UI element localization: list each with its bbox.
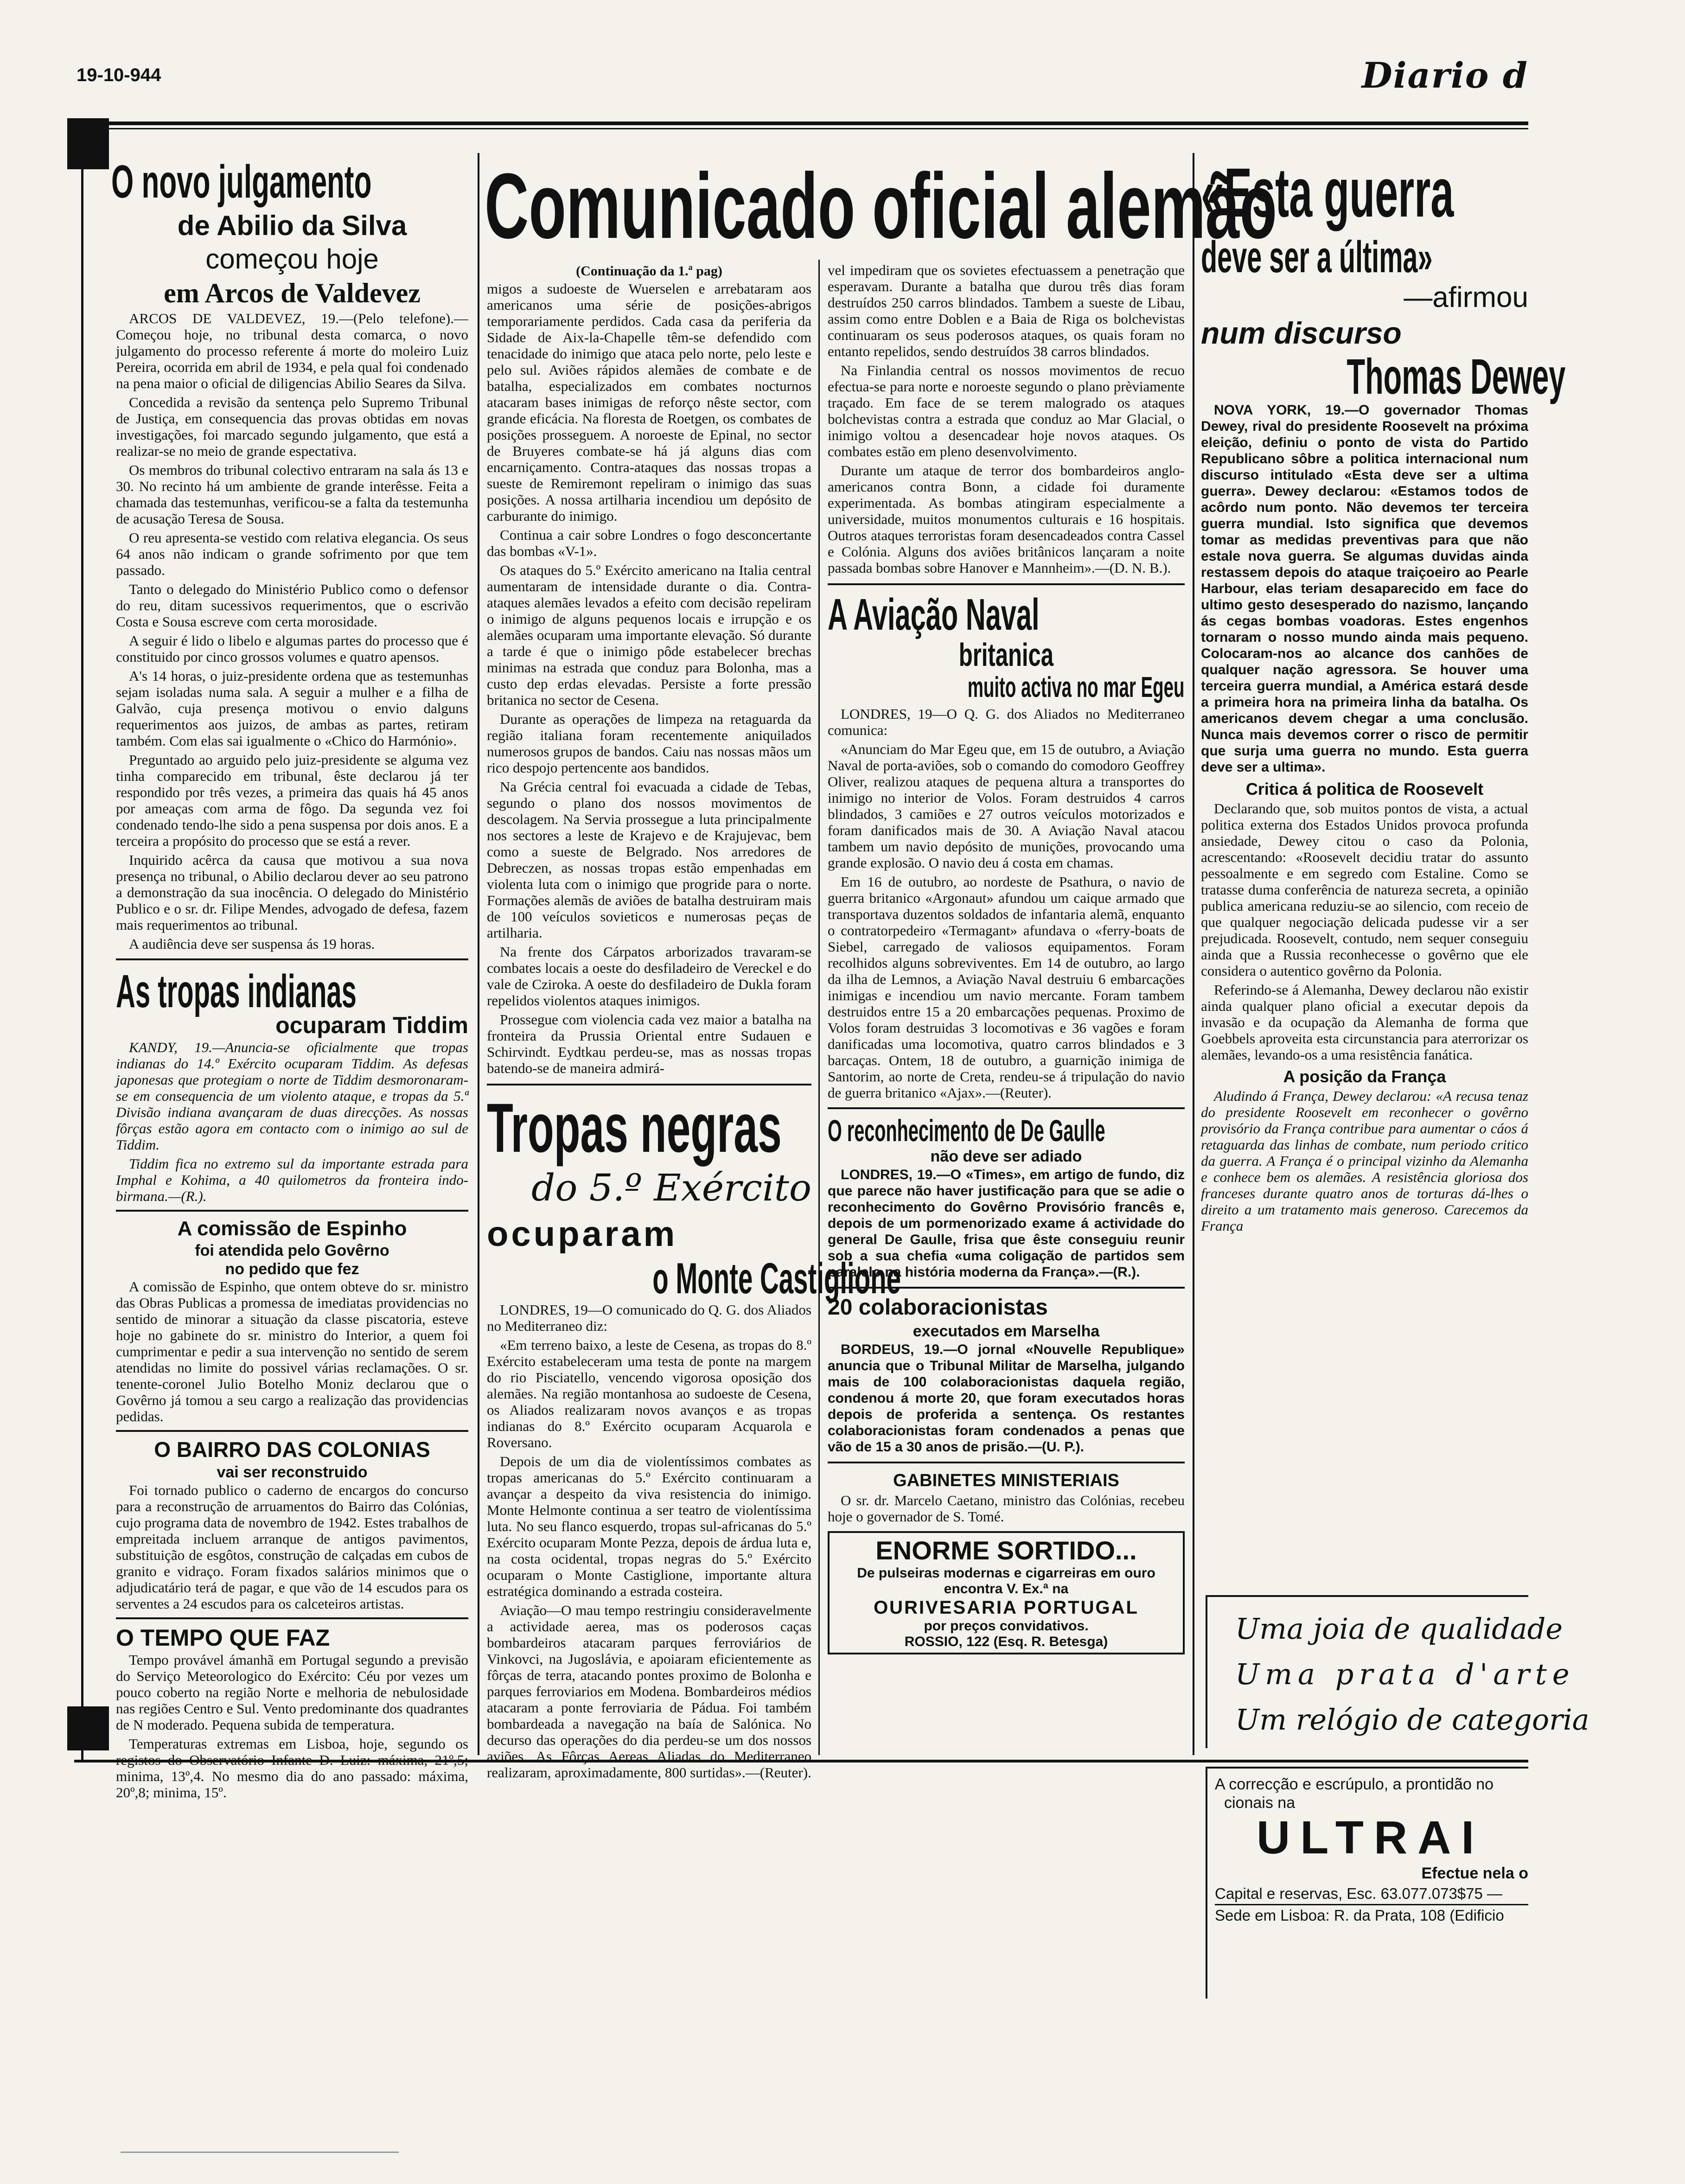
paragraph: Na Grécia central foi evacuada a cidade de Tebas, segundo o plano dos nossos movimentos de descolagem. Na Servia prossegue a luta principalmente nos sectores a leste de Krajevo e de Krajujevac, bem como a sueste de Belgrado. Nos arredores de Debreczen, as nossas tropas estão empenhadas em violenta luta com o inimigo que progride para o norte. Formações alemãs de aviões de batalha destruiram mais de 100 veículos sovieticos e numerosas peças de artilharia. [487,779,811,941]
headline-tropas-indianas: As tropas indianas [116,965,357,1017]
subhead-de-gaulle: não deve ser adiado [930,1148,1082,1165]
paragraph: ARCOS DE VALDEVEZ, 19.—(Pelo telefone).—Começou hoje, no tribunal desta comarca, o novo julgamento do processo referente á morte do moleiro Luiz Pereira, ocorrida em abril de 1934, e pela qual foi condenado na pena maior o oficial de diligencias Abilio Seares da Silva. [116,310,468,391]
headline-esta-guerra: «Esta guerra [1201,153,1454,231]
subhead-comecou: começou hoje [205,243,379,275]
ad-ourivesaria-title: ENORME SORTIDO... [875,1536,1137,1565]
paragraph: Em 16 de outubro, ao nordeste de Psathura, o navio de guerra britanico «Argonaut» afundou um caique armado que transportava duzentos soldados de infantaria alemã, enquanto o contratorpedeiro «Termagant» afundava o «ferry-boats de Siebel, carregado de valiosos equipamentos. Foram recolhidos alguns sobreviventes. Em 14 de outubro, ao largo da ilha de Lemnos, a Aviação Naval destruiu 6 embarcações inimigas e incendiou um navio mercante. Foram tambem destruidos entre 15 a 20 embarcações pequenas. Proximo de Volos foram destruidas 3 locomotivas e 36 vagões e foram danificadas uma locomotiva, quatro carros blindados e 3 barcaças. Ontem, 18 de outubro, a guarnição inimiga de Santorim, ao norte de Creta, rendeu-se á tripulação do navio de guerra britanico «Ajax».—(Reuter). [828,874,1185,1101]
headline-num-discurso: num discurso [1201,316,1402,350]
divider [828,583,1185,585]
article-tropas-indianas [116,965,468,1204]
subhead-critica: Critica á politica de Roosevelt [1245,779,1484,798]
paragraph: Foi tornado publico o caderno de encargos do concurso para a reconstrução de arruamentos do Bairro das Colónias, cujo programa data de novembro de 1942. Estes trabalhos de empreitada incluem arranque de antigos pavimentos, substituição de esgôtos, construção de calçadas em cubos de granito e vidraço. Foram fixados salários minimos que o adjudicatário terá de pagar, e que vão de 14 escudos para os serventes a 24 escudos para os calceteiros artistas. [116,1482,468,1612]
paragraph: A seguir é lido o libelo e algumas partes do processo que é constituido por cinco grossos volumes e quatro apensos. [116,632,468,665]
subhead-tiddim: ocuparam Tiddim [275,1012,468,1038]
headline-tropas-negras: Tropas negras [487,1089,782,1167]
subhead-castiglione: o Monte Castiglione [652,1254,901,1303]
paragraph: Na frente dos Cárpatos arborizados travaram-se combates locais a oeste do desfiladeiro de Vereckel e do vale de Cziroka. A oeste do desfiladeiro de Dukla foram repelidos violentos ataques inimigos. [487,944,811,1009]
scan-edge [121,2152,399,2153]
ad-ultra-line4: Capital e reservas, Esc. 63.077.073$75 — [1215,1885,1503,1902]
paragraph: Preguntado ao arguido pelo juiz-presidente se alguma vez tinha comparecido em tribunal, êste declarou já ter respondido por três vezes, a primeira das quais há 45 anos por ameaças com arma de fôgo. Da segunda vez foi condenado tendo-lhe sido a pena suspensa por dois anos. E a terceira a propósito do processo que se está a rever. [116,752,468,849]
ad-joia [1206,1595,1589,1748]
divider [116,958,468,960]
headline-comunicado-wrap [485,154,1277,258]
subhead-bairro: vai ser reconstruido [217,1463,368,1481]
ad-ultra-line2: cionais na [1224,1794,1296,1812]
divider [828,1107,1185,1109]
paragraph: LONDRES, 19—O comunicado do Q. G. dos Aliados no Mediterraneo diz: [487,1302,811,1334]
divider [116,1210,468,1212]
paragraph: LONDRES, 19.—O «Times», em artigo de fundo, diz que parece não haver justificação para que se adie o reconhecimento do Govêrno Provisório francês e, depois de um pormenorizado exame á actividade do general De Gaulle, frisa que êste conseguiu reunir sob a sua chefia «uma coligação de partidos sem paralelo na história moderna da França».—(R.). [828,1167,1185,1280]
paragraph: NOVA YORK, 19.—O governador Thomas Dewey, rival do presidente Roosevelt na próxima eleição, definiu o ponto de vista do Partido Republicano sôbre a politica internacional num discurso intitulado «Esta deve ser a ultima guerra». Dewey declarou: «Estamos todos de acôrdo num ponto. Não devemos ter terceira guerra mundial. Isto significa que devemos tomar as medidas preventivas para que não estale nova guerra. Se algumas duvidas ainda restassem depois do ataque traiçoeiro ao Pearle Harbour, elas teriam desaparecido em face do ultimo gesto desesperado do nazismo, lançando ás cegas bombas voadoras. Estes engenhos tornaram o nosso mundo ainda mais pequeno. Colocaram-nos ao alcance dos canhões de qualquer nação agressora. Se houver uma terceira guerra mundial, a América estará desde a primeira hora na primeira linha da batalha. Os americanos devem chegar a uma conclusão. Nunca mais devemos correr o risco de permitir que surja uma guerra no mundo. Esta guerra deve ser a ultima». [1201,402,1528,775]
paragraph: «Anunciam do Mar Egeu que, em 15 de outubro, a Aviação Naval de porta-aviões, sob o comando do comodoro Geoffrey Oliver, realizou ataques de pequena altura a transportes do inimigo no interior de Volos. Foram destruidos 4 carros blindados, 3 camiões e 27 outros veículos motorizados e foram danificados mais de 30. A Aviação Naval atacou tambem um navio depósito de munições, provocando uma grande explosão. O navio deu á costa em chamas. [828,741,1185,871]
ad-ultra-line3: Efectue nela o [1421,1865,1528,1882]
paragraph: «Em terreno baixo, a leste de Cesena, as tropas do 8.º Exército estabeleceram uma testa de ponte na margem do rio Pisciatello, vencendo vigorosa oposição dos alemães. Na região montanhosa ao sudoeste de Cesena, os Aliados realizaram novos avanços e as tropas indianas do 8.º Exército ocuparam Acquarola e Roversano. [487,1337,811,1450]
paragraph: Na Finlandia central os nossos movimentos de recuo efectua-se para norte e noroeste segundo o plano prèviamente traçado. Em face de se terem malogrado os ataques bolchevistas contra a estrada que conduz ao Mar Glacial, o inimigo voltou a desencadear hoje novos ataques. Os combates estão em pleno desenvolvimento. [828,362,1185,460]
headline-de-gaulle: O reconhecimento de De Gaulle [828,1113,1105,1148]
divider [828,1462,1185,1463]
top-rule [74,121,1528,125]
headline-comunicado: Comunicado oficial alemão [485,154,1277,258]
ad-joia-line3: Um relógio de categoria [1235,1703,1589,1737]
subhead-marselha: executados em Marselha [913,1322,1100,1340]
divider [116,1430,468,1432]
headline-espinho: A comissão de Espinho [177,1217,407,1240]
column-1 [111,155,468,1801]
paragraph: Continua a cair sobre Londres o fogo desconcertante das bombas «V-1». [487,527,811,559]
article-espinho [116,1216,468,1278]
headline-afirmou: —afirmou [1404,281,1528,313]
left-border [81,167,83,1762]
paragraph: A's 14 horas, o juiz-presidente ordena que as testemunhas sejam isoladas numa sala. A seguir a mulher e a filha de Galvão, cuja presença motivou o envio dalguns requerimentos aos juizos, de ambas as partes, retiram também. Com elas sai igualmente o «Chico do Harmónio». [116,668,468,749]
paragraph: A comissão de Espinho, que ontem obteve do sr. ministro das Obras Publicas a promessa de imediatas providencias no sentido de minorar a situação da classe piscatoria, esteve hoje no gabinete do sr. ministro do Interior, a quem foi cumprimentar e pedir a sua intervenção no sentido de serem atendidas no limite do possivel várias reclamações. O sr. tenente-coronel Julio Botelho Moniz declarou que o Govêrno já tomou a seu cargo a realização das providencias pedidas. [116,1278,468,1424]
headline-aviacao-naval: A Aviação Naval [828,590,1040,639]
subhead-exercito: do 5.º Exército [531,1166,811,1209]
headline-thomas-dewey: Thomas Dewey [1347,348,1566,404]
subhead-britanica: britanica [958,637,1054,673]
ad-ultramarino [1206,1767,1528,1999]
article-bairro [116,1437,468,1482]
paragraph: Temperaturas extremas em Lisboa, hoje, segundo os registos do Observatório Infante D. Luiz: máxima, 21º,5; minima, 13º,4. No mesmo dia do ano passado: máxima, 20º,8; minima, 15º. [116,1736,468,1801]
ad-ourivesaria-line3: por preços convidativos. [924,1618,1089,1634]
headline-gabinetes: GABINETES MINISTERIAIS [893,1471,1119,1490]
paragraph: Prossegue com violencia cada vez maior a batalha na fronteira da Prussia Oriental entre Sudauen e Schirvindt. Eydtkau perdeu-se, mas as nossas tropas batendo-se de maneira admirá- [487,1011,811,1076]
article-tropas-negras [487,1089,901,1781]
ad-ourivesaria-name: OURIVESARIA PORTUGAL [874,1597,1139,1618]
newspaper-masthead: Diario d [1361,55,1528,96]
col-divider-2 [818,260,820,1755]
paragraph: A audiência deve ser suspensa ás 19 horas. [129,936,375,952]
paragraph: KANDY, 19.—Anuncia-se oficialmente que tropas indianas do 14.º Exército ocuparam Tiddim. As defesas japonesas que protegiam o norte de Tiddim desmoronaram-se em consequencia de um violento ataque, e tropas da 5.ª Divisão indiana avançaram de duas direcções. As nossas fôrças estão agora em contacto com o inimigo ao sul de Tiddim. [116,1039,468,1153]
paragraph: Declarando que, sob muitos pontos de vista, a actual politica externa dos Estados Unidos provoca profunda ansiedade, Dewey citou o caso da Polonia, acrescentando: «Roosevelt decidiu tratar do assunto pessoalmente e em segredo com Estaline. Como se tratasse duma conferência de natureza secreta, a opinião publica americana reduziu-se ao silencio, com receio de que qualquer negociação delicada pudesse vir a ser prejudicada. Roosevelt, contudo, nem sequer conseguiu ainda que a Russia reconhecesse o govêrno que ele considera o autentico govêrno da Polonia. [1201,800,1528,979]
paragraph: Concedida a revisão da sentença pelo Supremo Tribunal de Justiça, em consequencia das provas obtidas em novas investigações, foi marcado segundo julgamento, que está a realizar-se no meio de grande espectativa. [116,394,468,459]
col-divider-1 [478,153,479,1755]
paragraph: Durante as operações de limpeza na retaguarda da região italiana foram recentemente aniquilados numerosos grupos de bandos. Caiu nas nossas mãos um rico despojo pertencente aos bandidos. [487,711,811,776]
paragraph: O sr. dr. Marcelo Caetano, ministro das Colónias, recebeu hoje o governador de S. Tomé. [828,1492,1185,1525]
subhead-ocuparam: ocuparam [487,1214,678,1254]
paragraph: Tiddim fica no extremo sul da importante estrada para Imphal e Kohima, a 40 quilometros da fronteira indo-birmana.—(R.). [116,1156,468,1204]
top-rule-thin [74,128,1528,129]
subhead-franca: A posição da França [1283,1067,1446,1086]
column-4 [1201,153,1589,1750]
subhead-arcos: em Arcos de Valdevez [164,278,421,308]
paragraph: Os membros do tribunal colectivo entraram na sala ás 13 e 30. No recinto há um ambiente de grande interêsse. Feita a chamada das testemunhas, verificou-se a falta da testemunha de acusação Teresa de Sousa. [116,462,468,527]
headline-julgamento: O novo julgamento [111,156,372,208]
column-2 [487,262,901,1781]
paragraph: Referindo-se á Alemanha, Dewey declarou não existir ainda qualquer plano oficial a executar depois da invasão e da ocupação da Alemanha de forma que Goebbels aproveita esta circunstancia para aterrorizar os alemães, levando-os a uma resistência fanática. [1201,982,1528,1063]
ad-ourivesaria [828,1531,1185,1654]
subhead-espinho-1: foi atendida pelo Govêrno [195,1242,389,1259]
ad-joia-line1: Uma joia de qualidade [1235,1612,1563,1646]
divider [116,1617,468,1619]
paragraph: Tempo provável ámanhã em Portugal segundo a previsão do Serviço Meteorologico do Exército: Céu por vezes um pouco coberto na região Norte e melhoria de nebulosidade nas regiões Centro e Sul. Vento predominante dos quadrantes de N moderado. Pequena subida de temperatura. [116,1652,468,1733]
ad-joia-line2: Uma prata d'arte [1235,1657,1575,1691]
article-julgamento [111,155,468,310]
continuation-note: (Continuação da 1.ª pag) [576,263,722,279]
col-divider-3 [1193,153,1194,1755]
ad-ourivesaria-address: ROSSIO, 122 (Esq. R. Betesga) [904,1634,1108,1649]
corner-block-bottom [67,1706,109,1750]
paragraph: Aludindo á França, Dewey declarou: «A recusa tenaz do presidente Roosevelt em reconhecer o govêrno provisório da França contribue para aumentar o cáos á retaguarda das linhas de combate, num periodo critico da guerra. A França é o principal vizinho da Alemanha e conhece bem os alemães. A resistência gloriosa dos franceses durante quatro anos de torturas dá-lhes o direito a um tratamento mais generoso. Carecemos da França [1201,1088,1528,1234]
paragraph: Aviação—O mau tempo restringiu consideravelmente a actividade aerea, mas os poderosos caças bombardeiros atacaram parques ferroviários de Vinkovci, na Jugoslávia, e apoiaram eficientemente as fôrças de terra, atacando pontes proximo de Bolonha e parques ferroviarios em Modena. Bombardeiros médios atacaram a ponte ferroviaria de Pádua. Foi também bombardeada a navegação na baía de Salónica. No decurso das operações do dia perdeu-se um dos nossos aviões. As Fôrças Aereas Aliadas do Mediterraneo realizaram, aproximadamente, 800 surtidas».—(Reuter). [487,1602,811,1781]
subhead-abilio: de Abilio da Silva [177,210,407,241]
subhead-mar-egeu: muito activa no mar Egeu [968,671,1185,703]
paragraph: Tanto o delegado do Ministério Publico como o defensor do reu, ditam sucessivos requerimentos, que o escrivão Costa e Sousa escreve com certa morosidade. [116,581,468,630]
headline-bairro: O BAIRRO DAS COLONIAS [154,1437,430,1462]
subhead-espinho-2: no pedido que fez [225,1260,359,1278]
paragraph: LONDRES, 19—O Q. G. dos Aliados no Mediterraneo comunica: [828,706,1185,738]
paragraph: BORDEUS, 19.—O jornal «Nouvelle Republique» anuncia que o Tribunal Militar de Marselha, julgando mais de 100 colaboracionistas daquela região, condenou á morte 20, que foram executados horas depois de proferida a sentença. Os restantes colaboracionistas foram condenados a penas que vão de 15 a 30 anos de prisão.—(U. P.). [828,1342,1185,1455]
corner-block [67,118,109,169]
paragraph: Depois de um dia de violentíssimos combates as tropas americanas do 5.º Exército continuaram a avançar a despeito da viva resistencia do inimigo. Monte Helmonte continua a ser teatro de violentíssima luta. No seu flanco esquerdo, tropas sul-africanas do 5.º Exército ocuparam Monte Pezza, depois de árdua luta e, na costa ocidental, tropas negras do 5.º Exército ocuparam o Monte Castiglione, importante altura estratégica dominando a estrada costeira. [487,1453,811,1599]
divider [487,1084,811,1086]
ad-ultra-line1: A correcção e escrúpulo, a prontidão no [1215,1775,1494,1793]
paragraph: O reu apresenta-se vestido com relativa elegancia. Os seus 64 anos não indicam o grande sofrimento por que tem passado. [116,530,468,578]
divider [828,1287,1185,1289]
headline-colaboracionistas: 20 colaboracionistas [828,1295,1048,1320]
ad-ourivesaria-line1: De pulseiras modernas e cigarreiras em ouro encontra V. Ex.ª na [857,1565,1155,1596]
paragraph: migos a sudoeste de Wuerselen e arrebataram aos americanos uma série de posições-abrigos temporariamente perdidos. Cada casa da periferia da Sidade de Aix-la-Chapelle têm-se defendido com tenacidade do inimigo que ataca pelo norte, pelo leste e pelo sul. Aviões rápidos alemães de combate e de batalha, especializados em combates nocturnos atacaram bases inimigas de reforço nêste sector, com grande eficácia. Na floresta de Roetgen, os combates de posições prosseguem. A noroeste de Epinal, no sector de Bruyeres combate-se há já alguns dias com encarniçamento. Contra-ataques das nossas tropas a sueste de Remiremont repeliram o inimigo das suas posições. A nossa artilharia incendiou um depósito de carburante do inimigo. [487,281,811,524]
headline-tempo: O TEMPO QUE FAZ [116,1625,330,1651]
paragraph: vel impediram que os sovietes efectuassem a penetração que esperavam. Durante a batalha que durou três dias foram destruídos 250 carros blindados. Tambem a sueste de Libau, assim como entre Doblen e a Baia de Riga os bolchevistas continuaram os seus poderosos ataques, os quais foram no entanto repelidos, sendo destruídos 38 carros blindados. [828,262,1185,359]
ad-ultra-brand: ULTRAI [1257,1812,1485,1864]
column-3 [828,262,1185,1750]
article-aviacao-naval [828,592,1185,1101]
headline-deve-ser: deve ser a última» [1201,232,1433,282]
page-date: 19-10-944 [77,65,161,85]
paragraph: Os ataques do 5.º Exército americano na Italia central aumentaram de intensidade durante o dia. Contra-ataques alemães levados a efeito com decisão repeliram o inimigo de alguns pequenos locais e irrupção e os alemães ocuparam uma importante elevação. Só durante a tarde é que o inimigo pôde estabelecer brechas minimas na estrada que conduz para Bolonha, mas a custo dep erdas elevadas. Persiste a forte pressão britanica no sector de Cesena. [487,562,811,708]
paragraph: Inquirido acêrca da causa que motivou a sua nova presença no tribunal, o Abilio declarou dever ao seu patrono a demonstração da sua inocência. O delegado do Ministério Publico e o sr. dr. Filipe Mendes, advogado de defesa, fazem mais requerimentos ao tribunal. [116,852,468,933]
ad-ultra-line5: Sede em Lisboa: R. da Prata, 108 (Edificio [1215,1904,1528,1926]
paragraph: Durante um ataque de terror dos bombardeiros anglo-americanos contra Bonn, a cidade foi duramente experimentada. As bombas atingiram especialmente a universidade, muitos monumentos culturais e 16 hospitais. Outros ataques terroristas foram desencadeados contra Cassel e Colónia. Alguns dos aviões britânicos lançaram a noite passada bombas sobre Hanover e Mannheim».—(D. N. B.). [828,462,1185,576]
